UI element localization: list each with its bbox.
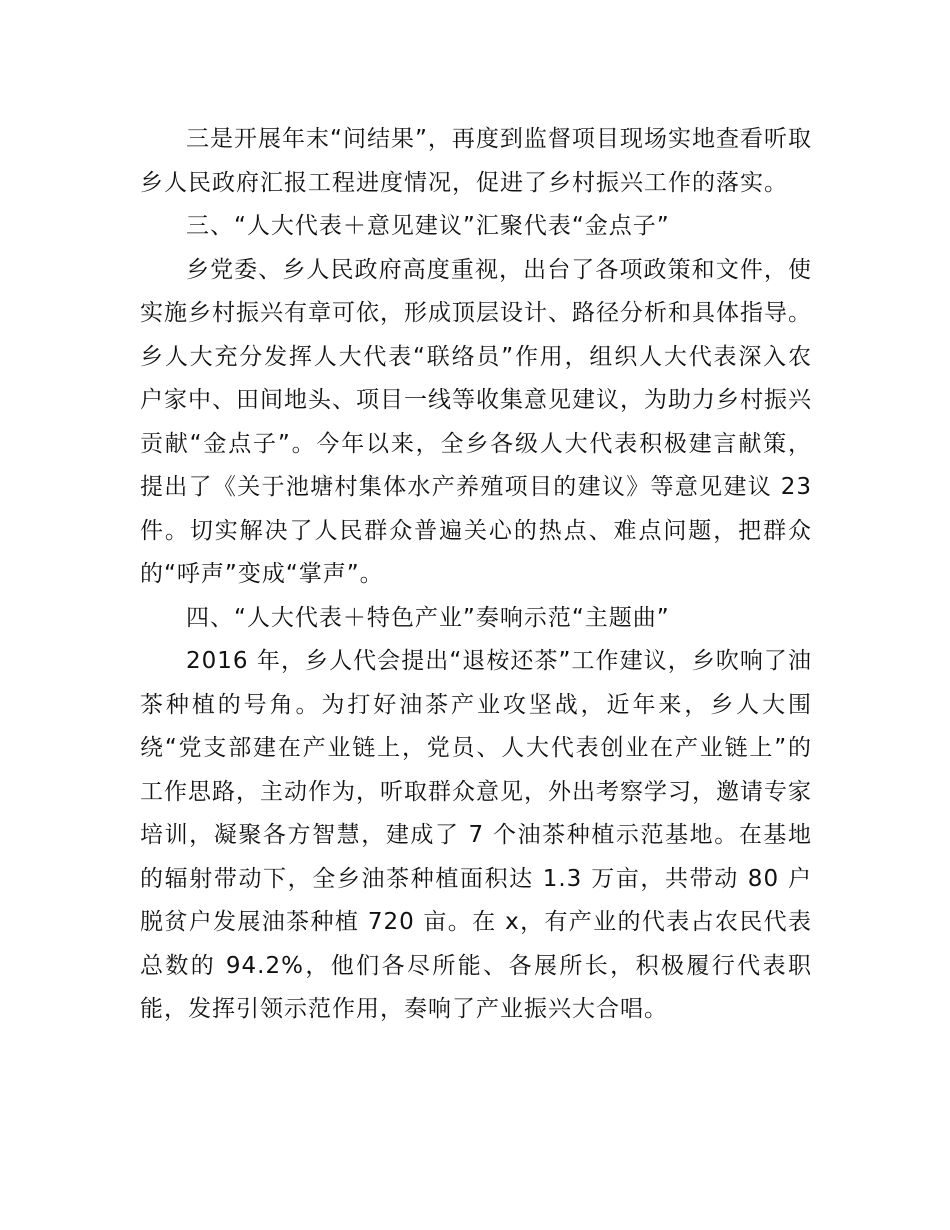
paragraph-suggestions: 乡党委、乡人民政府高度重视，出台了各项政策和文件，使实施乡村振兴有章可依，形成顶层设计、路径分析和具体指导。乡人大充分发挥人大代表“联络员”作用，组织人大代表深入农户家中、田间地头、项目一线等收集意见建议，为助力乡村振兴贡献“金点子”。今年以来，全乡各级人大代表积极建言献策，提出了《关于池塘村集体水产养殖项目的建议》等意见建议 23 件。切实解决了人民群众普遍关心的热点、难点问题，把群众的“呼声”变成“掌声”。 [140,256,812,587]
section-heading-three: 三、“人大代表＋意见建议”汇聚代表“金点子” [186,213,670,239]
paragraph-year-end-results: 三是开展年末“问结果”，再度到监督项目现场实地查看听取乡人民政府汇报工程进度情况，促进了乡村振兴工作的落实。 [140,126,812,196]
paragraph-industry: 2016 年，乡人代会提出“退桉还茶”工作建议，乡吹响了油茶种植的号角。为打好油茶产业攻坚战，近年来，乡人大围绕“党支部建在产业链上，党员、人大代表创业在产业链上”的工作思路，主动作为，听取群众意见，外出考察学习，邀请专家培训，凝聚各方智慧，建成了 7 个油茶种植示范基地。在基地的辐射带动下，全乡油茶种植面积达 1.3 万亩，共带动 80 户脱贫户发展油茶种植 720 亩。在 x，有产业的代表占农民代表总数的 94.2%，他们各尽所能、各展所长，积极履行代表职能，发挥引领示范作用，奏响了产业振兴大合唱。 [140,648,812,1022]
section-heading-four: 四、“人大代表＋特色产业”奏响示范“主题曲” [186,604,670,631]
document-page [140,118,812,1032]
